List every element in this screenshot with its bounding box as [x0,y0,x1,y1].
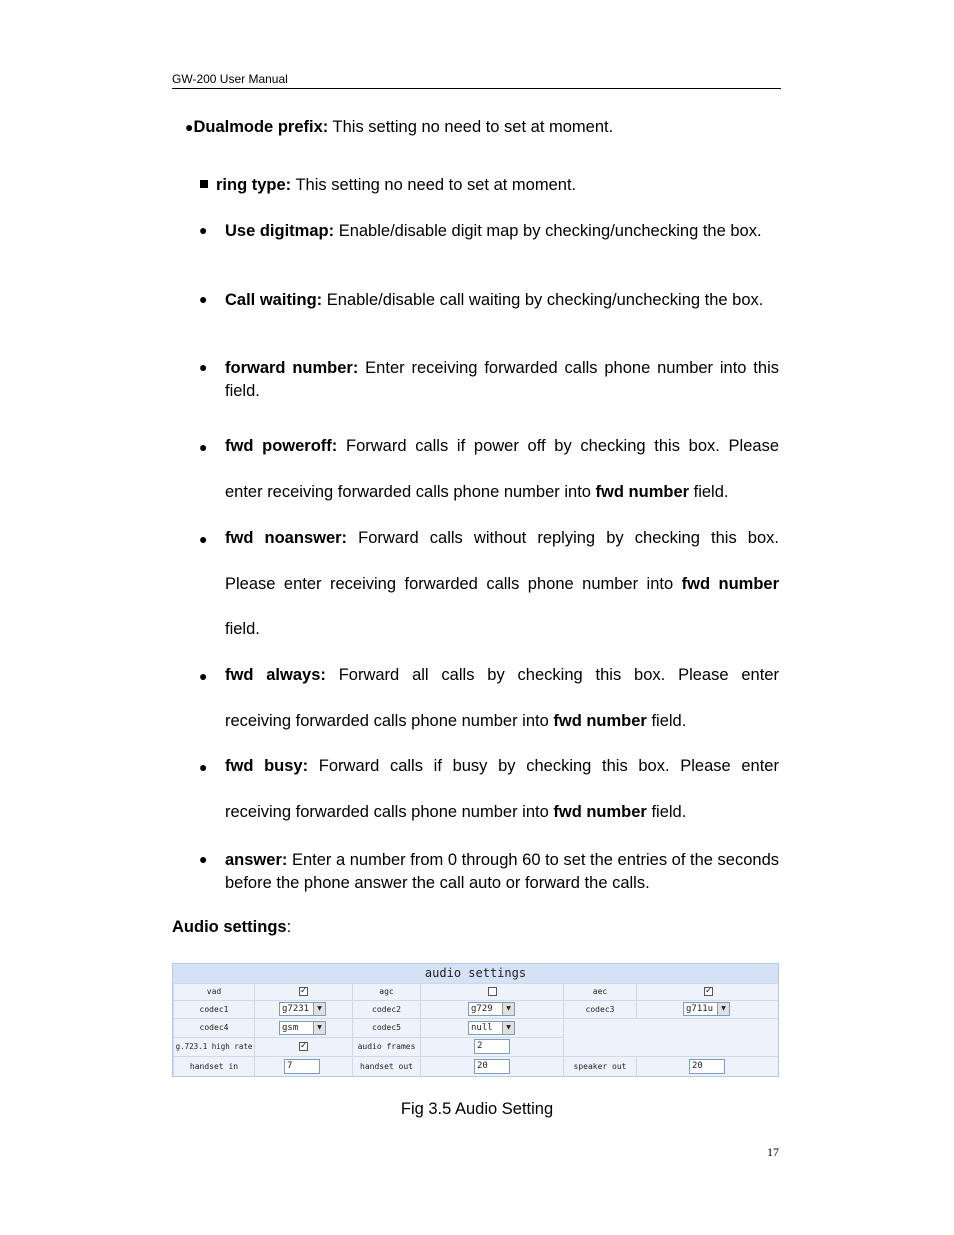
ref-fwd-number: fwd number [681,575,780,593]
desc-dualmode: This setting no need to set at moment. [328,118,614,136]
aec-checkbox[interactable]: ✓ [705,986,713,996]
handset-in-label: handset in [174,1057,254,1076]
audio-frames-label: audio frames [353,1038,420,1056]
codec4-value: gsm [282,1023,299,1033]
item-ring-type [200,176,576,195]
term-fwd-poweroff: fwd poweroff: [225,437,338,455]
codec3-cell [637,1001,778,1018]
item-forward-number [225,357,779,403]
item-fwd-always-line1 [225,666,779,685]
desc-fwd-noanswer-2: Please enter receiving forwarded calls phone number into [225,575,682,593]
codec5-value: null [471,1023,493,1033]
square-bullet-icon [200,180,208,188]
item-fwd-busy-line1 [225,757,779,776]
empty-cell [564,1019,778,1056]
bullet: ● [199,222,208,238]
codec3-label: codec3 [564,1001,636,1018]
codec3-value: g711u [686,1004,714,1014]
ref-fwd-number: fwd number [553,712,647,730]
codec1-cell [255,1001,352,1018]
speaker-out-cell [637,1057,778,1076]
codec4-label: codec4 [174,1019,254,1037]
audio-frames-cell [421,1038,563,1056]
audio-settings-heading-label: Audio settings [172,918,287,936]
page-number: 17 [767,1145,779,1159]
vad-checkbox[interactable]: ✓ [300,986,308,996]
speaker-out-label: speaker out [564,1057,636,1076]
ref-fwd-number: fwd number [553,803,647,821]
vad-cell [255,984,352,1000]
term-fwd-noanswer: fwd noanswer: [225,529,348,547]
bullet: ● [199,668,208,684]
desc-fwd-busy: Forward calls if busy by checking this box. Please enter [308,757,779,775]
codec2-label: codec2 [353,1001,420,1018]
codec5-cell [421,1019,563,1037]
desc-fwd-poweroff-2: enter receiving forwarded calls phone number into [225,483,596,501]
desc-answer: Enter a number from 0 through 60 to set the entries of the seconds before the phone answer the call auto or forward the calls. [225,851,779,892]
desc-use-digitmap: Enable/disable digit map by checking/unchecking the box. [334,222,762,240]
item-fwd-poweroff-line1 [225,437,779,456]
item-dualmode [185,118,613,137]
desc-fwd-poweroff: Forward calls if power off by checking this box. Please [337,437,779,455]
bullet: ● [199,359,208,375]
aec-label: aec [564,984,636,1000]
item-fwd-always-line2 [225,712,779,731]
handset-out-input[interactable]: 20 [474,1059,510,1074]
codec3-select[interactable] [683,1002,730,1016]
agc-checkbox[interactable] [488,987,497,996]
speaker-out-input[interactable]: 20 [689,1059,725,1074]
codec1-value: g7231 [282,1004,310,1014]
desc-fwd-noanswer: Forward calls without replying by checking this box. [347,529,779,547]
audio-frames-input[interactable]: 2 [474,1039,510,1054]
handset-out-label: handset out [353,1057,420,1076]
handset-out-cell [421,1057,563,1076]
desc-ring-type: This setting no need to set at moment. [291,176,577,194]
bullet: ● [185,119,194,135]
bullet: ● [199,531,208,547]
g7231-high-rate-checkbox[interactable]: ✓ [300,1041,308,1051]
item-call-waiting [225,289,779,312]
item-fwd-noanswer-line2 [225,575,779,594]
handset-in-cell [255,1057,352,1076]
desc-fwd-busy-2: receiving forwarded calls phone number into [225,803,554,821]
codec4-select[interactable] [279,1021,326,1035]
figure-caption: Fig 3.5 Audio Setting [400,1100,554,1118]
term-answer: answer: [225,851,288,869]
g7231-high-rate-label: g.723.1 high rate [174,1038,254,1056]
audio-settings-heading [172,918,291,937]
codec2-cell [421,1001,563,1018]
codec1-select[interactable] [279,1002,326,1016]
tail-fwd-poweroff: field. [689,483,729,501]
codec1-label: codec1 [174,1001,254,1018]
item-fwd-poweroff-line2 [225,483,779,502]
vad-label: vad [174,984,254,1000]
aec-cell [637,984,778,1000]
codec5-label: codec5 [353,1019,420,1037]
agc-cell [421,984,563,1000]
tail-fwd-always: field. [646,712,687,730]
desc-forward-number: Enter receiving forwarded calls phone number into this field. [225,359,779,400]
term-forward-number: forward number: [225,359,359,377]
handset-in-input[interactable]: 7 [284,1059,320,1074]
item-answer [225,849,779,895]
codec2-select[interactable] [468,1002,515,1016]
item-fwd-noanswer-line3: field. [225,620,260,638]
desc-call-waiting: Enable/disable call waiting by checking/unchecking the box. [322,291,764,309]
running-header: GW-200 User Manual [172,72,781,89]
heading-colon: : [286,918,292,936]
bullet: ● [199,439,208,455]
chevron-down-icon[interactable]: ▼ [313,1022,325,1034]
codec4-cell [255,1019,352,1037]
desc-fwd-always-2: receiving forwarded calls phone number into [225,712,554,730]
term-fwd-busy: fwd busy: [225,757,309,775]
ref-fwd-number: fwd number [595,483,690,501]
codec2-value: g729 [471,1004,493,1014]
bullet: ● [199,759,208,775]
item-fwd-noanswer-line1 [225,529,779,548]
term-call-waiting: Call waiting: [225,291,323,309]
desc-fwd-always: Forward all calls by checking this box. Please enter [325,666,779,684]
panel-title: audio settings [173,964,778,983]
tail-fwd-busy: field. [646,803,687,821]
g7231-cell [255,1038,352,1056]
item-use-digitmap [225,220,779,243]
chevron-down-icon[interactable]: ▼ [717,1003,729,1015]
chevron-down-icon[interactable]: ▼ [502,1003,514,1015]
agc-label: agc [353,984,420,1000]
chevron-down-icon[interactable]: ▼ [313,1003,325,1015]
bullet: ● [199,851,208,867]
item-fwd-busy-line2 [225,803,779,822]
chevron-down-icon[interactable]: ▼ [502,1022,514,1034]
term-ring-type: ring type: [216,176,292,194]
audio-settings-panel [172,963,779,1077]
term-use-digitmap: Use digitmap: [225,222,335,240]
term-fwd-always: fwd always: [225,666,326,684]
term-dualmode: Dualmode prefix: [193,118,329,136]
bullet: ● [199,291,208,307]
codec5-select[interactable] [468,1021,515,1035]
